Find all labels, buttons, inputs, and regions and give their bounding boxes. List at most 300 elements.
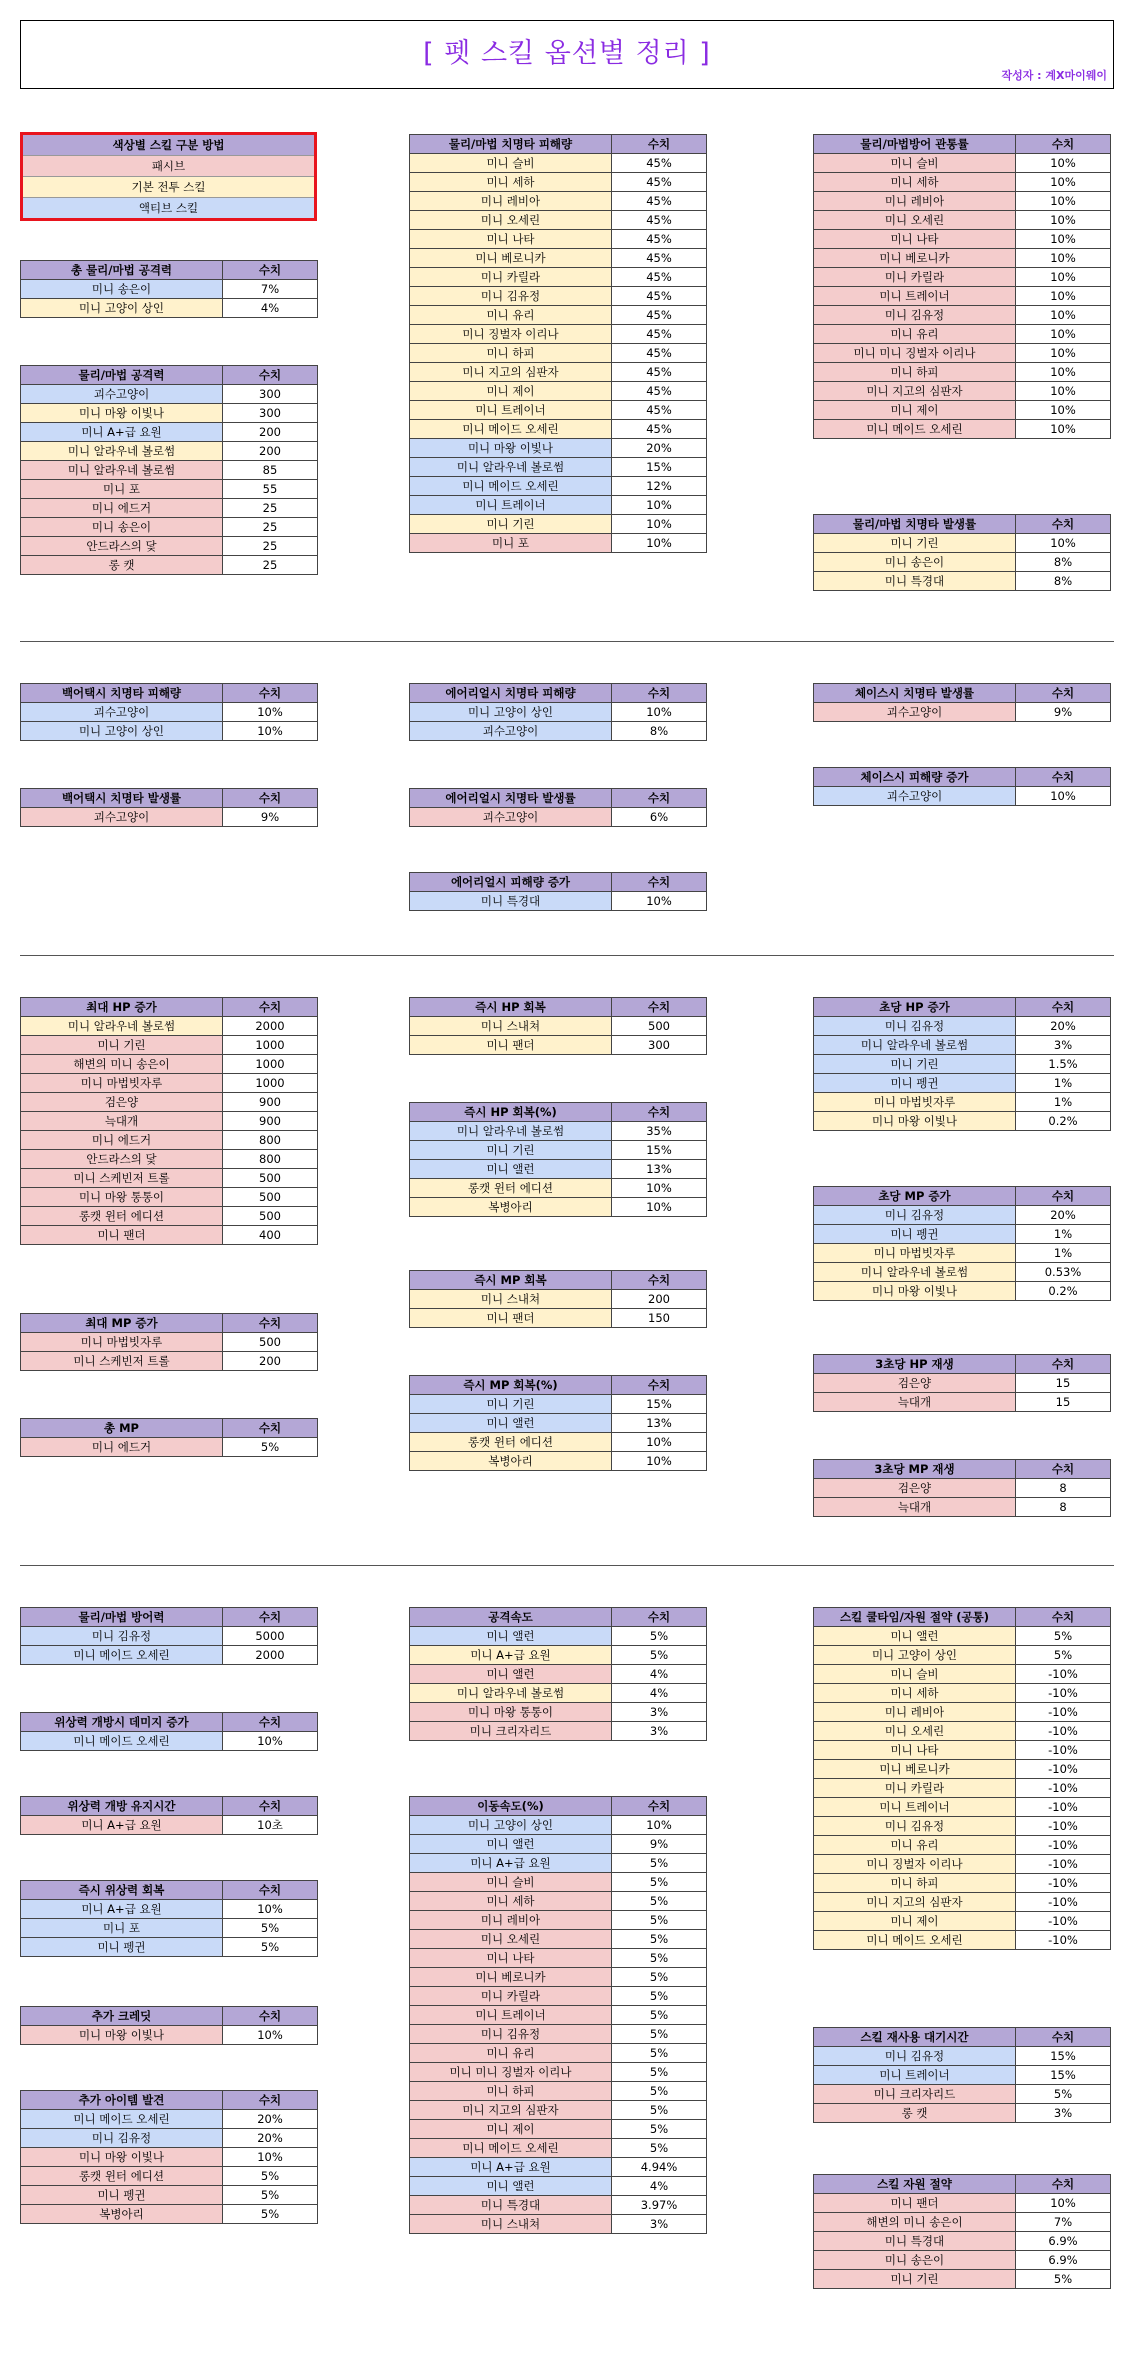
pet-name-cell: 미니 고양이 상인 [410, 703, 612, 722]
table-row [814, 1498, 1111, 1517]
stat-table [409, 788, 707, 827]
table-row [410, 1816, 707, 1835]
table-row [410, 1198, 707, 1217]
stat-value-cell: 45% [612, 230, 707, 249]
table-row [410, 1414, 707, 1433]
table-title: 위상력 개방 유지시간 [21, 1797, 223, 1816]
table-row [814, 1893, 1111, 1912]
table-row [814, 306, 1111, 325]
stat-value-cell: 10% [223, 722, 318, 741]
stat-value-cell: 10% [1016, 401, 1111, 420]
table-row [410, 173, 707, 192]
stat-table [813, 2174, 1111, 2289]
stat-value-cell: 10% [1016, 534, 1111, 553]
stat-value-cell: 5% [612, 2120, 707, 2139]
stat-value-cell: 4% [612, 1684, 707, 1703]
stat-value-cell: 5000 [223, 1627, 318, 1646]
table-row [814, 703, 1111, 722]
stat-value-cell: 10% [612, 1452, 707, 1471]
table-row [410, 534, 707, 553]
stat-value-cell: 8% [612, 722, 707, 741]
table-row [21, 1732, 318, 1751]
table-row [410, 1627, 707, 1646]
pet-name-cell: 미니 마왕 통통이 [410, 1703, 612, 1722]
table-title: 스킬 재사용 대기시간 [814, 2028, 1016, 2047]
table-row [21, 1188, 318, 1207]
table-row [814, 2232, 1111, 2251]
table-row [21, 722, 318, 741]
table-row [21, 703, 318, 722]
stat-value-cell: 900 [223, 1093, 318, 1112]
stat-value-cell: 10% [1016, 787, 1111, 806]
table-row [814, 787, 1111, 806]
table-title: 스킬 자원 절약 [814, 2175, 1016, 2194]
stat-value-cell: 15% [612, 458, 707, 477]
stat-value-cell: 9% [1016, 703, 1111, 722]
pet-name-cell: 미니 크리자리드 [410, 1722, 612, 1741]
stat-value-cell: 1000 [223, 1036, 318, 1055]
table-row [410, 249, 707, 268]
table-title: 즉시 MP 회복(%) [410, 1376, 612, 1395]
pet-name-cell: 괴수고양이 [21, 703, 223, 722]
stat-table [20, 1880, 318, 1957]
pet-name-cell: 미니 세하 [410, 1892, 612, 1911]
column-header-value: 수치 [223, 261, 318, 280]
table-row [814, 1931, 1111, 1950]
table-row [814, 1074, 1111, 1093]
stat-value-cell: 1.5% [1016, 1055, 1111, 1074]
table-row [814, 173, 1111, 192]
table-row [21, 2205, 318, 2224]
table-row [21, 1646, 318, 1665]
stat-value-cell: 45% [612, 192, 707, 211]
stat-table [20, 997, 318, 1245]
pet-name-cell: 미니 마법빗자루 [21, 1333, 223, 1352]
pet-name-cell: 미니 오세린 [814, 1722, 1016, 1741]
table-title: 물리/마법 치명타 발생률 [814, 515, 1016, 534]
pet-name-cell: 미니 앨런 [410, 1665, 612, 1684]
pet-name-cell: 괴수고양이 [814, 787, 1016, 806]
stat-value-cell: 5% [612, 2006, 707, 2025]
stat-value-cell: 5% [223, 1938, 318, 1957]
table-title: 최대 MP 증가 [21, 1314, 223, 1333]
pet-name-cell: 미니 메이드 오세린 [410, 420, 612, 439]
table-title: 3초당 MP 재생 [814, 1460, 1016, 1479]
pet-name-cell: 미니 마법빗자루 [814, 1244, 1016, 1263]
pet-name-cell: 미니 기린 [814, 534, 1016, 553]
pet-name-cell: 롱캣 윈터 에디션 [21, 1207, 223, 1226]
table-row [21, 1627, 318, 1646]
table-row [410, 1141, 707, 1160]
pet-name-cell: 미니 스케빈저 트롤 [21, 1352, 223, 1371]
stat-value-cell: 3% [612, 2215, 707, 2234]
table-row [814, 1722, 1111, 1741]
stat-value-cell: -10% [1016, 1836, 1111, 1855]
pet-name-cell: 미니 크리자리드 [814, 2085, 1016, 2104]
table-title: 초당 HP 증가 [814, 998, 1016, 1017]
table-row [410, 2120, 707, 2139]
pet-name-cell: 괴수고양이 [410, 722, 612, 741]
column-header-value: 수치 [223, 366, 318, 385]
pet-name-cell: 복병아리 [21, 2205, 223, 2224]
stat-value-cell: 45% [612, 325, 707, 344]
column-header-value: 수치 [612, 873, 707, 892]
section-divider [20, 955, 1114, 956]
table-row [410, 2006, 707, 2025]
pet-name-cell: 미니 베로니카 [814, 249, 1016, 268]
stat-table [20, 1418, 318, 1457]
column-header-value: 수치 [223, 789, 318, 808]
stat-value-cell: 45% [612, 382, 707, 401]
pet-name-cell: 늑대개 [21, 1112, 223, 1131]
stat-value-cell: -10% [1016, 1912, 1111, 1931]
stat-value-cell: 10% [612, 1816, 707, 1835]
table-row [21, 299, 318, 318]
pet-name-cell: 미니 펭귄 [814, 1225, 1016, 1244]
pet-name-cell: 미니 오세린 [410, 211, 612, 230]
pet-name-cell: 미니 앨런 [410, 1627, 612, 1646]
stat-value-cell: 5% [223, 2167, 318, 2186]
table-row [410, 2177, 707, 2196]
pet-name-cell: 미니 송은이 [21, 280, 223, 299]
pet-name-cell: 미니 나타 [814, 1741, 1016, 1760]
stat-table [409, 134, 707, 553]
stat-value-cell: 15 [1016, 1374, 1111, 1393]
stat-value-cell: 10% [1016, 192, 1111, 211]
pet-name-cell: 미니 에드거 [21, 499, 223, 518]
table-row [410, 1968, 707, 1987]
pet-name-cell: 미니 징벌자 이리나 [410, 325, 612, 344]
pet-name-cell: 미니 김유정 [410, 287, 612, 306]
stat-value-cell: 55 [223, 480, 318, 499]
table-row [814, 1817, 1111, 1836]
column-header-value: 수치 [612, 1271, 707, 1290]
table-row [410, 1722, 707, 1741]
stat-value-cell: 1% [1016, 1074, 1111, 1093]
pet-name-cell: 미니 마왕 이빛나 [814, 1282, 1016, 1301]
pet-name-cell: 미니 기린 [814, 1055, 1016, 1074]
table-row [814, 420, 1111, 439]
table-row [814, 1263, 1111, 1282]
table-row [21, 2167, 318, 2186]
stat-value-cell: 300 [612, 1036, 707, 1055]
stat-value-cell: 6.9% [1016, 2232, 1111, 2251]
table-row [814, 268, 1111, 287]
column-header-value: 수치 [223, 1608, 318, 1627]
stat-value-cell: -10% [1016, 1931, 1111, 1950]
table-row [814, 1874, 1111, 1893]
stat-value-cell: 10% [1016, 382, 1111, 401]
pet-name-cell: 미니 펭귄 [814, 1074, 1016, 1093]
table-title: 백어택시 치명타 발생률 [21, 789, 223, 808]
stat-value-cell: 4.94% [612, 2158, 707, 2177]
stat-value-cell: 5% [1016, 1646, 1111, 1665]
column-header-value: 수치 [1016, 515, 1111, 534]
stat-value-cell: 20% [612, 439, 707, 458]
pet-name-cell: 미니 트레이너 [814, 287, 1016, 306]
table-row [814, 1684, 1111, 1703]
pet-name-cell: 검은양 [814, 1374, 1016, 1393]
pet-name-cell: 미니 스케빈저 트롤 [21, 1169, 223, 1188]
stat-value-cell: 800 [223, 1131, 318, 1150]
table-row [410, 1911, 707, 1930]
pet-name-cell: 미니 특경대 [410, 2196, 612, 2215]
pet-name-cell: 미니 고양이 상인 [410, 1816, 612, 1835]
table-row [21, 556, 318, 575]
stat-value-cell: 45% [612, 363, 707, 382]
pet-name-cell: 미니 송은이 [21, 518, 223, 537]
stat-value-cell: -10% [1016, 1817, 1111, 1836]
table-row [814, 363, 1111, 382]
stat-value-cell: 25 [223, 537, 318, 556]
pet-name-cell: 미니 메이드 오세린 [410, 2139, 612, 2158]
table-row [21, 385, 318, 404]
stat-value-cell: -10% [1016, 1893, 1111, 1912]
table-title: 물리/마법 공격력 [21, 366, 223, 385]
stat-value-cell: 3% [1016, 1036, 1111, 1055]
table-row [410, 1452, 707, 1471]
stat-table [813, 767, 1111, 806]
pet-name-cell: 미니 앨런 [410, 1160, 612, 1179]
table-row [410, 1949, 707, 1968]
stat-value-cell: 2000 [223, 1646, 318, 1665]
pet-name-cell: 미니 메이드 오세린 [21, 2110, 223, 2129]
table-row [410, 344, 707, 363]
stat-table [20, 683, 318, 741]
column-header-value: 수치 [223, 1881, 318, 1900]
table-row [814, 1112, 1111, 1131]
pet-name-cell: 검은양 [814, 1479, 1016, 1498]
column-header-value: 수치 [223, 1314, 318, 1333]
pet-name-cell: 미니 에드거 [21, 1131, 223, 1150]
table-row [410, 1684, 707, 1703]
table-row [410, 1930, 707, 1949]
table-row [410, 1646, 707, 1665]
table-title: 3초당 HP 재생 [814, 1355, 1016, 1374]
table-row [814, 211, 1111, 230]
table-row [21, 423, 318, 442]
stat-value-cell: 5% [612, 1854, 707, 1873]
pet-name-cell: 미니 메이드 오세린 [21, 1732, 223, 1751]
table-row [814, 1798, 1111, 1817]
stat-value-cell: 10% [1016, 268, 1111, 287]
table-row [814, 249, 1111, 268]
stat-value-cell: 5% [223, 2186, 318, 2205]
stat-value-cell: 15% [1016, 2047, 1111, 2066]
stat-value-cell: 500 [223, 1169, 318, 1188]
table-title: 추가 크레딧 [21, 2007, 223, 2026]
pet-name-cell: 미니 앨런 [814, 1627, 1016, 1646]
table-row [21, 1093, 318, 1112]
stat-value-cell: 10% [1016, 249, 1111, 268]
table-row [410, 2215, 707, 2234]
stat-value-cell: 8% [1016, 553, 1111, 572]
pet-name-cell: 미니 기린 [410, 1141, 612, 1160]
pet-name-cell: 미니 레비아 [410, 192, 612, 211]
stat-value-cell: 7% [223, 280, 318, 299]
column-header-value: 수치 [1016, 1187, 1111, 1206]
table-row [410, 1854, 707, 1873]
pet-name-cell: 미니 슬비 [814, 1665, 1016, 1684]
stat-value-cell: 45% [612, 420, 707, 439]
pet-name-cell: 미니 A+급 요원 [410, 2158, 612, 2177]
table-row [814, 1836, 1111, 1855]
stat-value-cell: 8 [1016, 1479, 1111, 1498]
table-row [814, 1779, 1111, 1798]
pet-name-cell: 미니 김유정 [814, 2047, 1016, 2066]
stat-value-cell: 10% [1016, 230, 1111, 249]
pet-name-cell: 미니 A+급 요원 [21, 423, 223, 442]
pet-name-cell: 미니 앨런 [410, 2177, 612, 2196]
table-row [410, 1290, 707, 1309]
pet-name-cell: 미니 포 [21, 480, 223, 499]
table-row [814, 1036, 1111, 1055]
stat-table [20, 2006, 318, 2045]
stat-value-cell: 5% [612, 2082, 707, 2101]
table-row [814, 1646, 1111, 1665]
stat-table [813, 1459, 1111, 1517]
table-title: 즉시 MP 회복 [410, 1271, 612, 1290]
stat-value-cell: 13% [612, 1414, 707, 1433]
table-row [814, 2085, 1111, 2104]
pet-name-cell: 미니 지고의 심판자 [410, 2101, 612, 2120]
pet-name-cell: 미니 마왕 이빛나 [410, 439, 612, 458]
column-header-value: 수치 [612, 1103, 707, 1122]
table-row [410, 2158, 707, 2177]
pet-name-cell: 미니 징벌자 이리나 [814, 1855, 1016, 1874]
pet-name-cell: 미니 김유정 [410, 2025, 612, 2044]
stat-value-cell: 200 [612, 1290, 707, 1309]
pet-name-cell: 미니 특경대 [814, 572, 1016, 591]
table-title: 물리/마법 방어력 [21, 1608, 223, 1627]
table-row [814, 325, 1111, 344]
column-header-value: 수치 [612, 1608, 707, 1627]
table-row [410, 808, 707, 827]
table-row [410, 1036, 707, 1055]
column-header-value: 수치 [1016, 135, 1111, 154]
pet-name-cell: 미니 트레이너 [814, 2066, 1016, 2085]
table-row [21, 1816, 318, 1835]
stat-value-cell: 10% [1016, 154, 1111, 173]
stat-value-cell: 10% [1016, 211, 1111, 230]
stat-table [409, 1796, 707, 2234]
stat-value-cell: -10% [1016, 1779, 1111, 1798]
stat-value-cell: 900 [223, 1112, 318, 1131]
table-row [814, 1479, 1111, 1498]
pet-name-cell: 미니 기린 [814, 2270, 1016, 2289]
table-row [410, 401, 707, 420]
pet-name-cell: 미니 유리 [410, 306, 612, 325]
pet-name-cell: 미니 기린 [410, 1395, 612, 1414]
pet-name-cell: 미니 미니 징벌자 이리나 [410, 2063, 612, 2082]
stat-value-cell: -10% [1016, 1855, 1111, 1874]
pet-name-cell: 미니 트레이너 [410, 496, 612, 515]
stat-value-cell: 1% [1016, 1244, 1111, 1263]
pet-name-cell: 미니 알라우네 볼로썸 [410, 458, 612, 477]
table-title: 즉시 HP 회복(%) [410, 1103, 612, 1122]
column-header-value: 수치 [223, 998, 318, 1017]
pet-name-cell: 미니 팬더 [410, 1309, 612, 1328]
stat-value-cell: 10% [223, 1900, 318, 1919]
stat-value-cell: 5% [223, 1919, 318, 1938]
legend-title: 색상별 스킬 구분 방법 [23, 135, 314, 156]
pet-name-cell: 미니 송은이 [814, 2251, 1016, 2270]
table-row [410, 2101, 707, 2120]
table-row [21, 1112, 318, 1131]
table-row [410, 2025, 707, 2044]
stat-table [409, 1375, 707, 1471]
table-title: 체이스시 피해량 증가 [814, 768, 1016, 787]
legend-active: 액티브 스킬 [23, 198, 314, 218]
pet-name-cell: 미니 나타 [410, 230, 612, 249]
table-row [21, 2148, 318, 2167]
pet-name-cell: 롱 캣 [814, 2104, 1016, 2123]
table-row [814, 192, 1111, 211]
table-row [21, 1169, 318, 1188]
pet-name-cell: 미니 지고의 심판자 [814, 1893, 1016, 1912]
stat-table [813, 1607, 1111, 1950]
pet-name-cell: 미니 유리 [814, 325, 1016, 344]
pet-name-cell: 미니 기린 [410, 515, 612, 534]
stat-value-cell: -10% [1016, 1722, 1111, 1741]
pet-name-cell: 미니 레비아 [814, 192, 1016, 211]
column-header-value: 수치 [1016, 1355, 1111, 1374]
pet-name-cell: 안드라스의 닻 [21, 1150, 223, 1169]
pet-name-cell: 미니 팬더 [21, 1226, 223, 1245]
table-row [410, 211, 707, 230]
table-row [410, 2139, 707, 2158]
table-row [21, 1017, 318, 1036]
stat-value-cell: -10% [1016, 1760, 1111, 1779]
stat-table [813, 997, 1111, 1131]
stat-value-cell: 45% [612, 211, 707, 230]
stat-table [409, 997, 707, 1055]
stat-value-cell: 45% [612, 268, 707, 287]
stat-value-cell: 15% [612, 1395, 707, 1414]
column-header-value: 수치 [1016, 768, 1111, 787]
pet-name-cell: 미니 A+급 요원 [21, 1816, 223, 1835]
table-row [814, 2213, 1111, 2232]
stat-value-cell: 20% [223, 2129, 318, 2148]
pet-name-cell: 미니 김유정 [814, 1817, 1016, 1836]
table-row [814, 1627, 1111, 1646]
stat-value-cell: 45% [612, 154, 707, 173]
pet-name-cell: 미니 유리 [410, 2044, 612, 2063]
stat-value-cell: 10% [1016, 363, 1111, 382]
table-row [410, 420, 707, 439]
stat-table [20, 1796, 318, 1835]
table-row [21, 1226, 318, 1245]
stat-value-cell: 9% [223, 808, 318, 827]
table-row [410, 1160, 707, 1179]
table-row [410, 306, 707, 325]
pet-name-cell: 미니 포 [21, 1919, 223, 1938]
table-row [814, 2104, 1111, 2123]
table-row [410, 192, 707, 211]
table-title: 위상력 개방시 데미지 증가 [21, 1713, 223, 1732]
pet-name-cell: 미니 김유정 [814, 306, 1016, 325]
table-row [410, 1873, 707, 1892]
table-row [21, 1150, 318, 1169]
pet-name-cell: 미니 고양이 상인 [21, 722, 223, 741]
stat-table [813, 514, 1111, 591]
stat-value-cell: 25 [223, 518, 318, 537]
title-box [20, 20, 1114, 89]
stat-value-cell: 4% [612, 1665, 707, 1684]
stat-value-cell: 1% [1016, 1093, 1111, 1112]
page-title: [ 펫 스킬 옵션별 정리 ] [423, 38, 711, 69]
stat-value-cell: 10% [223, 2026, 318, 2045]
